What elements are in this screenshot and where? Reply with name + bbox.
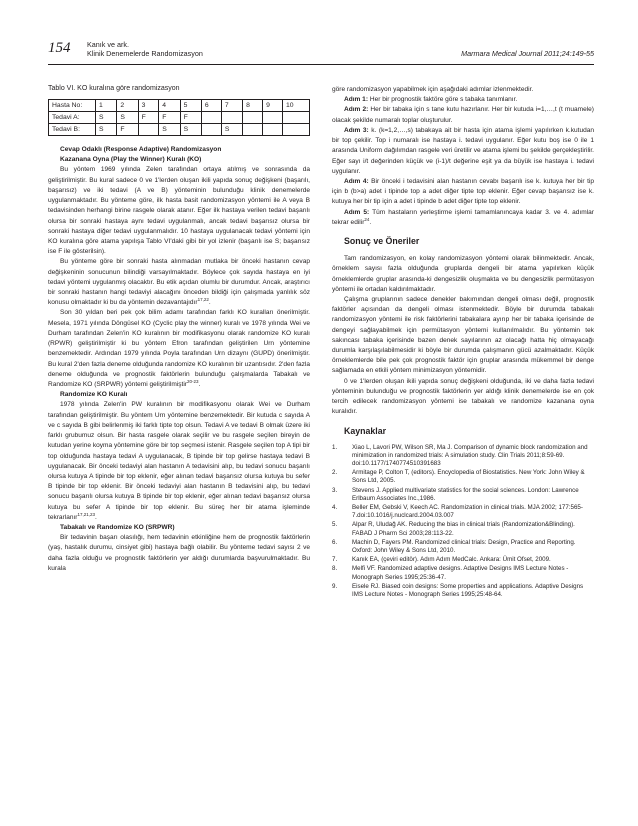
paragraph: göre randomizasyon yapabilmek için aşağıdaki adımlar izlenmektedir. [332,86,534,93]
reference-item [332,556,594,564]
reference-number: 2. [332,469,338,477]
running-head-title: Klinik Denemelerde Randomizasyon [87,49,203,58]
step-5: Adım 5: Tüm hastaların yerleştirme işlemi tamamlanıncaya kadar 3. ve 4. adımlar tekrar edilir$^{24}$. [332,208,594,226]
step-4: Adım 4: Bir önceki i tedavisini alan hastanın cevabı başarılı ise k. kutuya her bir tip için b (b>a) adet i tipinde top a adet diğer tipte top eklenir. Eğer cevap başarısız ise k. kutuya her bir tip için a adet i tipinde b adet diğer tipte top eklenir. [332,177,594,206]
page-number: 154 [48,40,71,56]
table-cell: 6 [201,100,221,112]
journal-citation: Marmara Medical Journal 2011;24:149-55 [461,49,594,58]
reference-number: 7. [332,556,338,564]
reference-number: 3. [332,486,338,494]
paragraph: Bir tedavinin başarı olasılığı, hem tedavinin etkinliğine hem de prognostik faktörlerin (yaş, hastalık durumu, cinsiyet gibi) hastaya bağlı olabilir. Bu yönteme tedavi sayısı 2 ve daha fazla olduğu ve prognostik faktörlerin yer aldığı durumlarda başvurulmaktadır. Bu kurala [48,534,310,572]
step-3: Adım 3: k. (k=1,2,…,s) tabakaya ait bir hasta için atama işlemi yapılırken k.kutudan bir top çekilir. Top i numaralı ise hastaya i. tedavi uygulanır. Eğer kutu boş ise 0 ile 1 arasında Uniform dağılımdan rasgele veri üretilir ve atama işlemi bu şekilde gerçekleştirilir. Eğer sayı i/t değerinden küçük ve (i-1)/t değerine eşit ya da büyük ise hastaya i. tedavi uygulanır. [332,126,595,175]
table-cell [201,124,221,136]
reference-text: Beller EM, Gebski V, Keech AC. Randomization in clinical trials. MJA 2002; 177:565-7.doi:10.1016/j.nuclcard.2004.03.007 [352,503,583,520]
reference-item [332,444,594,469]
ko-table [48,99,310,136]
reference-number: 1. [332,443,338,451]
table-cell [221,112,242,124]
step-2: Adım 2: Her bir tabaka için s tane kutu hazırlanır. Her bir kutuda i=1,…,t (t muamele) olacak şekilde numaralı toplar oluşturulur. [332,106,594,124]
table-cell: S [96,112,117,124]
table-row-label: Tedavi A: [49,112,96,124]
subsection-heading-srpwr: Tabakalı ve Randomize KO (SRPWR) [60,524,175,532]
section-heading-conclusions: Sonuç ve Öneriler [344,236,420,247]
header-rule [48,64,594,65]
table-cell: 9 [263,100,283,112]
table-cell: F [180,112,201,124]
table-cell [283,124,310,136]
paragraph: Bu yönteme göre bir sonraki hasta alınmadan mutlaka bir önceki hastanın cevap değişkeninin sonucunun bilindiği varsayılmaktadır. Böylece çok sayıda hastaya en iyi tedavi yöntemi uygulanmış olacaktır. Bu etik açıdan olumlu bir durumdur. Ancak, araştırıcı bir sonraki hastanın hangi tedaviyi alacağını önceden bildiği için çalışmada yanlılık söz konusu olmaktadır ki bu da yöntemin dezavantajıdır$^{17,22}$. [48,258,310,307]
page-header [48,40,594,62]
table-cell: S [117,112,138,124]
right-column [332,85,594,600]
table-cell: 1 [96,100,117,112]
table-cell: F [117,124,138,136]
table-cell: 8 [243,100,263,112]
paragraph: Çalışma gruplarının sadece denekler bakımından dengeli olması değil, prognostik faktörler açısından da dengeli olması istenmektedir. Böyle bir durumda tabakalı randomizasyon yöntemi ile risk faktörlerini tabakalara ayırıp her bir tabaka içerisinde de dengeyi sağlayabilmek için permütasyon yöntemi kullanılmalıdır. Bu yöntemin tek sakıncası tabaka içerisinde bazen denek sayılarının az olacağı hatta hiç olmayacağı durumla karşılaşılabilmesidir ki böyle bir durumda çalışmanın gücü azalmaktadır. Küçük örneklemlerde bile pek çok prognostik faktör için gruplar arasında mükemmel bir denge sağlamada en etkili yöntem minimizasyon yöntemidir. [332,295,594,375]
paragraph: 0 ve 1'lerden oluşan ikili yapıda sonuç değişkeni olduğunda, iki ve daha fazla tedavi yönteminin bulunduğu ve prognostik faktörlerin yer aldığı klinik denemelerde ise en çok tercih edilecek randomizasyon yöntemi ise tabakalı ve randomize kazanana oyna kuralıdır. [332,377,594,416]
paragraph: Tam randomizasyon, en kolay randomizasyon yöntemi olarak bilinmektedir. Ancak, örneklem sayısı fazla olduğunda gruplarda dengeli bir atama yapılırken küçük örneklemlerde gruplar arasında-ki dengesizlik oluşmakta ve bu dengesizlik permütasyon yöntemi ile ortadan kaldırılmaktadır. [332,255,594,293]
reference-item [332,565,594,581]
reference-text: Stevens J. Applied multivariate statistics for the social sciences. London: Lawrence Erlbaum Associates Inc.,1986. [352,486,579,502]
reference-number: 8. [332,565,338,573]
step-1: Adım 1: Her bir prognostik faktöre göre s tabaka tanımlanır. [344,96,518,104]
reference-number: 6. [332,538,338,546]
table-row-label: Hasta No: [49,100,96,112]
table-cell [243,112,263,124]
table-cell: 2 [117,100,138,112]
table-cell [263,112,283,124]
reference-item [332,521,594,537]
reference-text: Kanık EA, (çeviri editör). Adım Adım MedCalc. Ankara: Ümit Ofset, 2009. [352,556,551,564]
reference-text: Melfi VF. Randomized adaptive designs. Adaptive Designs IMS Lecture Notes - Monograph Series 1995;25:36-47. [352,565,569,581]
reference-number: 4. [332,503,338,511]
reference-text: Xiao L, Lavori PW, Wilson SR, Ma J. Comparison of dynamic block randomization and minimization in randomized trials: A simulation study. Clin Trials 2011;8:59-69. doi:10.1177/1740774510391683 [352,443,588,467]
reference-list [332,444,594,600]
running-head-authors: Kanık ve ark. [87,40,129,49]
table-cell [201,112,221,124]
table-cell: 7 [221,100,242,112]
running-head [87,40,203,58]
table-cell: F [159,112,180,124]
table-cell: F [138,112,159,124]
table-cell: S [180,124,201,136]
reference-text: Eisele RJ. Biased coin designs: Some properties and applications. Adaptive Designs IMS Lecture Notes - Monograph Series 1995;25:48-64. [352,582,584,599]
table-cell: 4 [159,100,180,112]
subsection-heading-randomized-ko: Randomize KO Kuralı [60,391,128,399]
table-caption: Tablo VI. KO kuralına göre randomizasyon [48,85,180,92]
table-cell [283,112,310,124]
reference-number: 5. [332,521,338,529]
paragraph: Son 30 yıldan beri pek çok bilim adamı tarafından farklı KO kuralları önerilmiştir. Mesela, 1971 yılında Döngüsel KO (Cyclic play the winner) kuralı ve 1978 yılında Wei ve Durham tarafından Zelen'in KO kuralının bir modifikasyonu olarak randomize KO kuralı (RPWR) geliştirilmiştir ki bu yöntem Efron tarafından geliştirilen Urn yöntemine benzemektedir. Ardından 1979 yılında Poyla tarafından Urn dizaynı (GUPD) önerilmiştir. Bu kural 2'den fazla deneme olduğunda randomize KO kuralının bir uzantısıdır. 2'den fazla deneme olduğunda ve prognostik faktörlerin bulunduğu çalışmalarda Tabakalı ve Randomize KO (SRPWR) yöntemi geliştirilmiştir$^{20-23}$. [48,309,310,388]
paragraph: Bu yöntem 1969 yılında Zelen tarafından ortaya atılmış ve sonrasında da geliştirilmiştir. Bu kural sadece 0 ve 1'lerden oluşan ikili yapıda sonuç değişkeni (başarılı, başarısız) ve iki tedavi (A ve B) yönteminin bulunduğu klinik denemelerde uygulanmaktadır. Bu yönteme göre, ilk hasta basit randomizasyon yöntemi ile A veya B tedavisinden herhangi birine rasgele olarak atanır. Eğer ilk hastaya verilen tedavi başarılı olursa bir sonraki hastaya aynı tedavi uygulanmalı, ancak tedavi başarısız olursa bir sonraki hastaya diğer tedavi uygulanmalıdır. 10 hastaya uygulanacak tedavi yöntemi için KO kuralına göre atama yapılışa Tablo VI'daki gibi bir yol izlenir (başarılı ise S; başarısız ise F ile gösterilsin). [48,166,310,256]
reference-item [332,504,594,520]
table-cell: 10 [283,100,310,112]
paragraph: 1978 yılında Zelen'in PW kuralının bir modifikasyonu olarak Wei ve Durham tarafından geliştirilmiştir. Bu yöntem Urn yöntemine benzemektedir. Bir kutuda c sayıda A ve c sayıda B gibi belirlenmiş iki farklı tipte top olsun. Tedavi A ve tedavi B olmak üzere iki farklı grubumuz olsun. Bir hasta rasgele olarak seçilir ve bu rasgele seçilen bireyin de kutudan yerine koyma yöntemine göre bir top seçmesi istenir. Rasgele seçilen top A tipi bir top olduğunda hastaya tedavi A uygulanacak, B tipinde bir top gelirse hastaya tedavi B uygulanacak. Bir önceki tedaviyi alan hastanın A tedavisini alıp, bu tedavi sonucu başarılı olursa kutuya A tipinde bir top eklenir, eğer alınan tedavi başarısız olursa kutuya bu sefer B tipinde bir top eklenir. Bir önceki tedaviyi alan hastanın B tedavisini alıp, bu tedavi sonucu başarılı olursa kutuya B tipinde bir top eklenir, eğer alınan tedavi başarısız olursa kutuya bu sefer A tipinde bir top eklenir. Bu süreç her bir atama işleminde tekrarlanır$^{17,21,23}$. [48,401,310,521]
table-cell: S [221,124,242,136]
reference-item [332,487,594,503]
reference-text: Machin D, Fayers PM. Randomized clinical trials: Design, Practice and Reporting. Oxford: John Wiley & Sons Ltd, 2010. [352,538,576,554]
reference-text: Alpar R, Uludağ AK. Reducing the bias in clinical trials (Randomization&Blinding). FABAD J Pharm Sci 2003;28:113-22. [352,521,575,537]
table-row [49,124,310,136]
table-cell: 5 [180,100,201,112]
table-row [49,112,310,124]
table-cell [138,124,159,136]
left-column [48,85,310,574]
table-cell: 3 [138,100,159,112]
table-cell [263,124,283,136]
reference-number: 9. [332,582,338,590]
reference-item [332,583,594,599]
table-cell [243,124,263,136]
section-heading-references: Kaynaklar [344,425,387,436]
section-heading-response-adaptive: Cevap Odaklı (Response Adaptive) Randomizasyon [60,146,222,153]
reference-text: Armitage P, Colton T, (editors). Encyclopedia of Biostatistics. New York: John Wiley & Sons Ltd, 2005. [352,469,585,485]
reference-item [332,469,594,485]
section-heading-play-the-winner: Kazanana Oyna (Play the Winner) Kuralı (KO) [60,156,202,164]
reference-item [332,539,594,555]
table-row-label: Tedavi B: [49,124,96,136]
table-cell: S [159,124,180,136]
table-cell: S [96,124,117,136]
table-row [49,100,310,112]
